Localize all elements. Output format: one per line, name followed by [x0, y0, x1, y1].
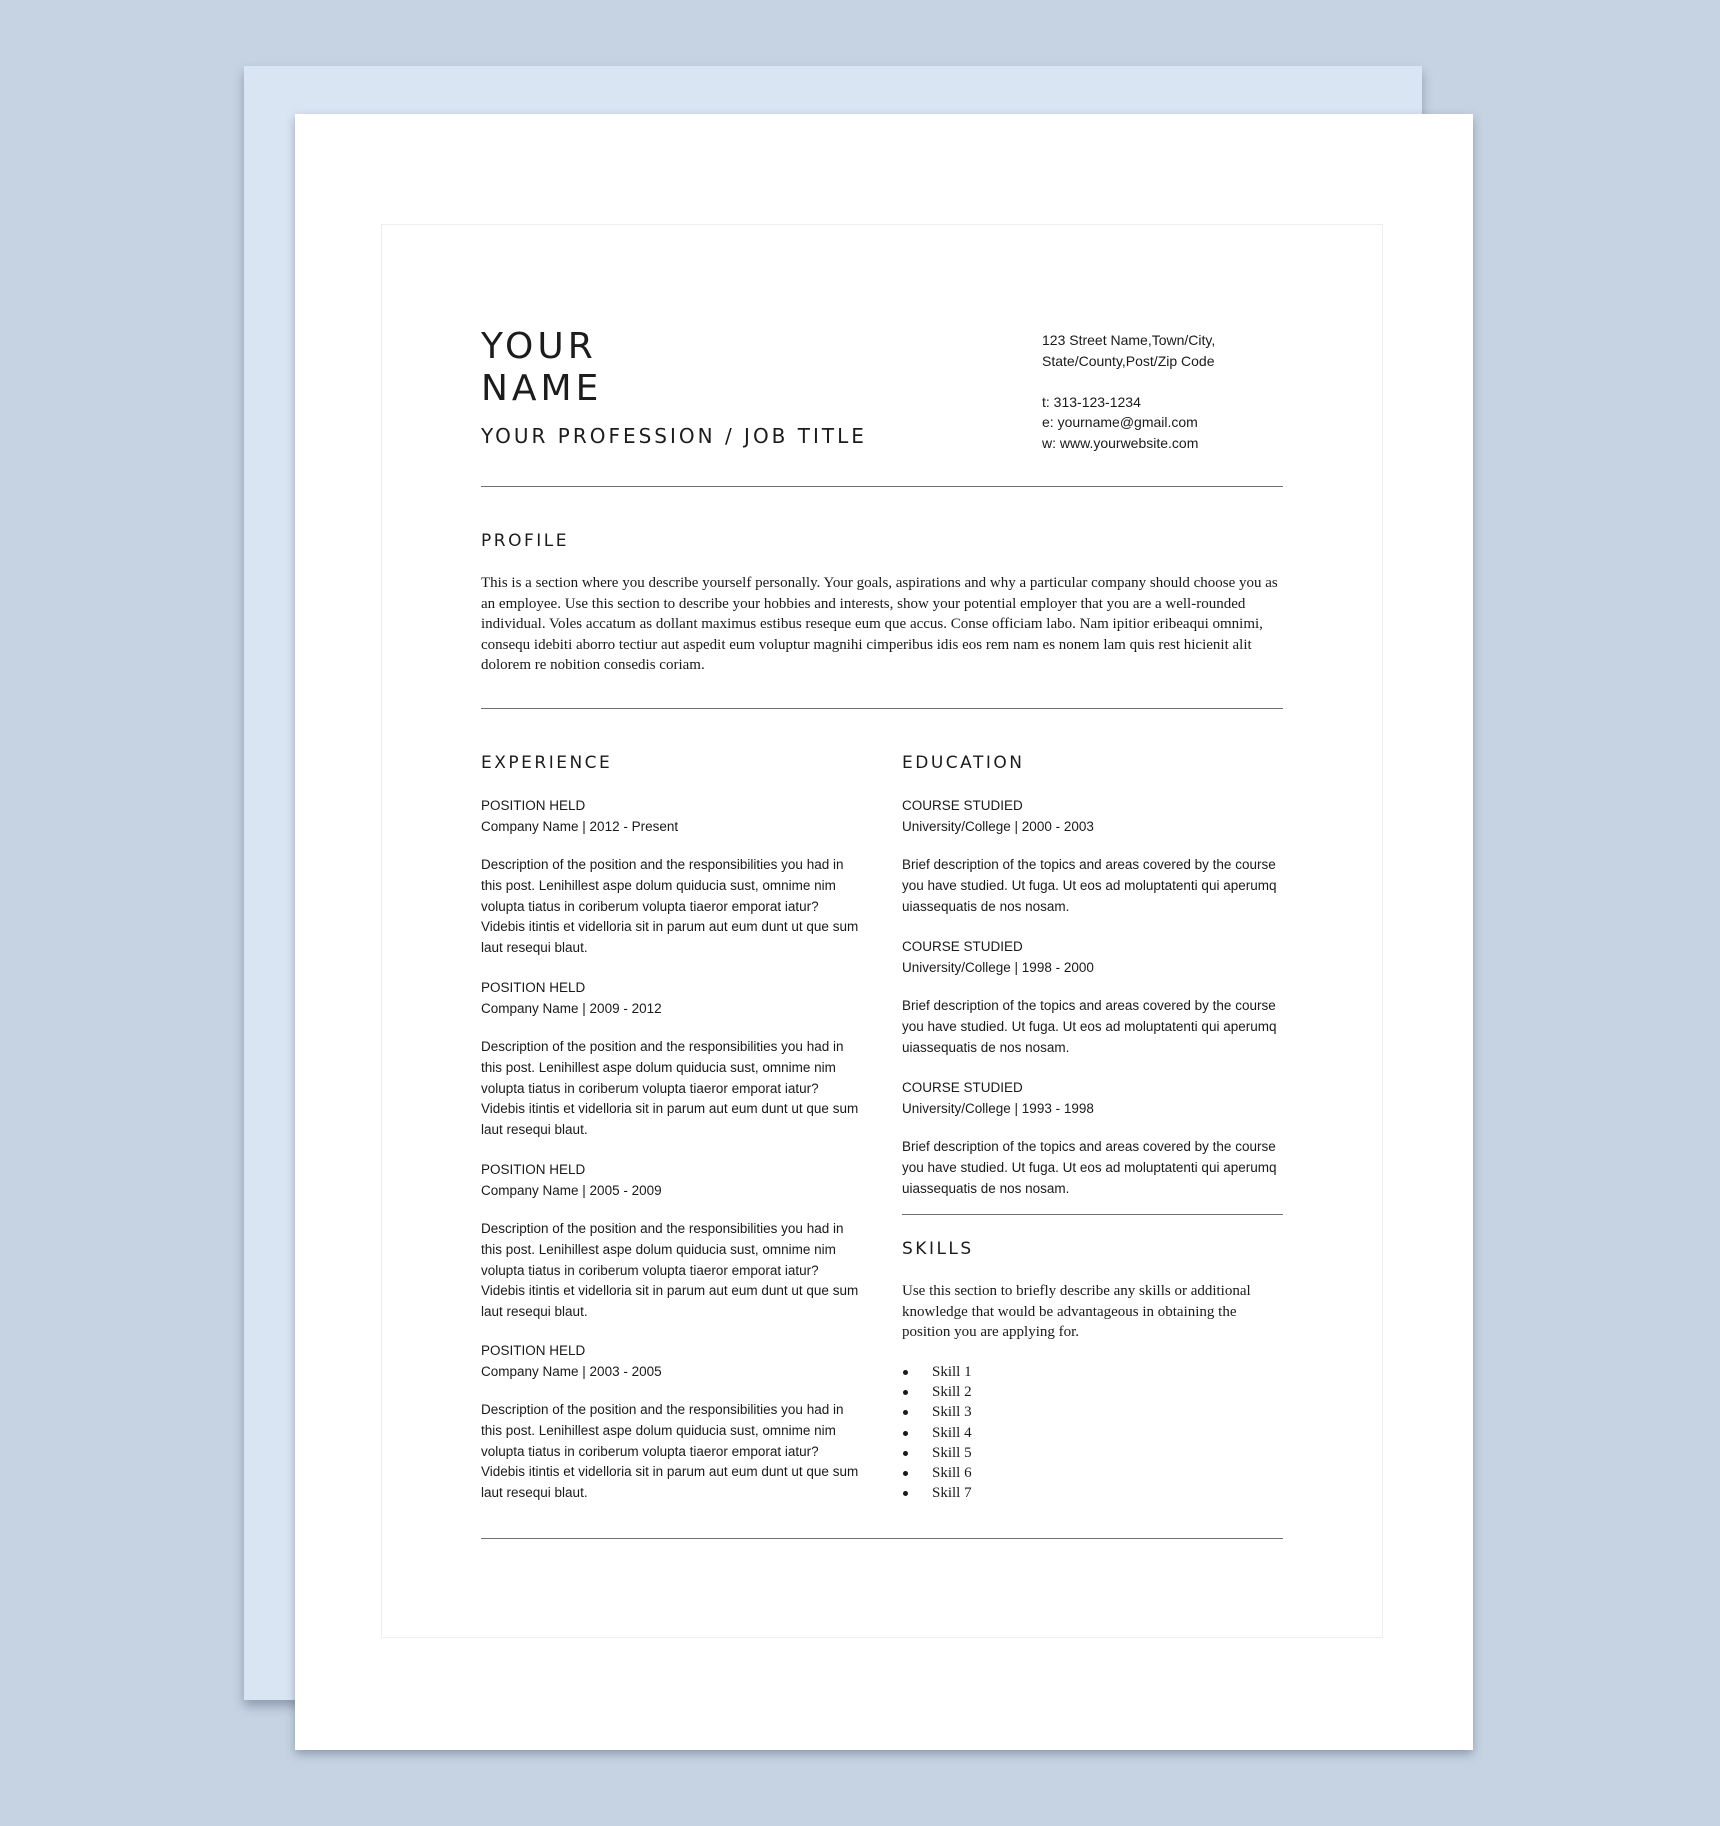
education-entry — [902, 937, 1287, 1058]
experience-entry — [481, 796, 866, 959]
experience-entry — [481, 978, 866, 1141]
skill-item: Skill 5 — [902, 1443, 972, 1463]
experience-heading: EXPERIENCE — [481, 753, 613, 773]
position-title: POSITION HELD — [481, 798, 586, 813]
course-description: Brief description of the topics and areas covered by the course you have studied. Ut fuga. Ut eos ad moluptatenti qui aperumq uiassequatis de nos nosam. — [902, 1139, 1277, 1196]
course-title: COURSE STUDIED — [902, 939, 1023, 954]
bullet-icon — [903, 1410, 908, 1415]
bullet-icon — [903, 1451, 908, 1456]
profile-text: This is a section where you describe yourself personally. Your goals, aspirations and why a particular company should choose you as an employee. Use this section to describe your hobbies and interests, show your potential employer that you are a well-rounded individual. Voles accatum as dollant maximus estibus reseque eum que accus. Conse officiam labo. Nam ipitior eribeaqui omnimi, consequ idebiti aborro tectiur aut aspedit eum voluptur magnihi cimperibus idis eos rem nam es nonem lam quis rest hicienit alit dolorem re nobition consedis coriam. — [481, 575, 1278, 673]
website-url: w: www.yourwebsite.com — [1042, 434, 1199, 451]
position-description: Description of the position and the responsibilities you had in this post. Lenihillest aspe dolum quiducia sust, omnime nim volupta tiatus in coriberum volupta tiaeror emporat iatur? Videbis itintis et videlloria sit in parum aut eum dunt ut que sum laut resequi blaut. — [481, 857, 859, 956]
footer-divider — [481, 1538, 1283, 1539]
course-title: COURSE STUDIED — [902, 798, 1023, 813]
position-description: Description of the position and the responsibilities you had in this post. Lenihillest aspe dolum quiducia sust, omnime nim volupta tiatus in coriberum volupta tiaeror emporat iatur? Videbis itintis et videlloria sit in parum aut eum dunt ut que sum laut resequi blaut. — [481, 1039, 859, 1138]
phone-number: t: 313-123-1234 — [1042, 393, 1141, 410]
bullet-icon — [903, 1370, 908, 1375]
experience-entry — [481, 1160, 866, 1323]
skill-item: Skill 3 — [902, 1402, 972, 1422]
skill-item: Skill 4 — [902, 1423, 972, 1443]
skills-intro: Use this section to briefly describe any skills or additional knowledge that would be advantageous in obtaining the position you are applying for. — [902, 1283, 1251, 1340]
bullet-icon — [903, 1431, 908, 1436]
name-second-line: NAME — [481, 368, 603, 409]
company-dates: Company Name | 2012 - Present — [481, 818, 679, 834]
skills-list — [902, 1362, 972, 1503]
position-description: Description of the position and the responsibilities you had in this post. Lenihillest aspe dolum quiducia sust, omnime nim volupta tiatus in coriberum volupta tiaeror emporat iatur? Videbis itintis et videlloria sit in parum aut eum dunt ut que sum laut resequi blaut. — [481, 1402, 859, 1501]
profile-divider — [481, 708, 1283, 709]
skill-item: Skill 2 — [902, 1382, 972, 1402]
education-entry — [902, 1078, 1287, 1199]
profile-heading: PROFILE — [481, 531, 569, 551]
job-title: YOUR PROFESSION / JOB TITLE — [481, 424, 867, 448]
education-entry — [902, 796, 1287, 917]
bullet-icon — [903, 1471, 908, 1476]
skill-item: Skill 1 — [902, 1362, 972, 1382]
institution-dates: University/College | 2000 - 2003 — [902, 818, 1094, 834]
institution-dates: University/College | 1993 - 1998 — [902, 1100, 1094, 1116]
course-title: COURSE STUDIED — [902, 1080, 1023, 1095]
address-line-2: State/County,Post/Zip Code — [1042, 352, 1215, 369]
name-first-line: YOUR — [481, 326, 597, 367]
experience-entry — [481, 1341, 866, 1504]
address-line-1: 123 Street Name,Town/City, — [1042, 332, 1216, 348]
company-dates: Company Name | 2009 - 2012 — [481, 1000, 662, 1016]
bullet-icon — [903, 1390, 908, 1395]
position-title: POSITION HELD — [481, 1162, 586, 1177]
skill-item: Skill 6 — [902, 1463, 972, 1483]
skill-item: Skill 7 — [902, 1483, 972, 1503]
contact-block — [1042, 330, 1215, 453]
header-divider — [481, 486, 1283, 487]
bullet-icon — [903, 1491, 908, 1496]
education-divider — [902, 1214, 1283, 1215]
position-description: Description of the position and the responsibilities you had in this post. Lenihillest aspe dolum quiducia sust, omnime nim volupta tiatus in coriberum volupta tiaeror emporat iatur? Videbis itintis et videlloria sit in parum aut eum dunt ut que sum laut resequi blaut. — [481, 1221, 859, 1320]
course-description: Brief description of the topics and areas covered by the course you have studied. Ut fuga. Ut eos ad moluptatenti qui aperumq uiassequatis de nos nosam. — [902, 857, 1277, 914]
education-heading: EDUCATION — [902, 753, 1025, 773]
institution-dates: University/College | 1998 - 2000 — [902, 959, 1094, 975]
course-description: Brief description of the topics and areas covered by the course you have studied. Ut fuga. Ut eos ad moluptatenti qui aperumq uiassequatis de nos nosam. — [902, 998, 1277, 1055]
company-dates: Company Name | 2005 - 2009 — [481, 1182, 662, 1198]
position-title: POSITION HELD — [481, 1343, 586, 1358]
email-address: e: yourname@gmail.com — [1042, 414, 1198, 430]
company-dates: Company Name | 2003 - 2005 — [481, 1363, 662, 1379]
skills-heading: SKILLS — [902, 1239, 974, 1259]
position-title: POSITION HELD — [481, 980, 586, 995]
